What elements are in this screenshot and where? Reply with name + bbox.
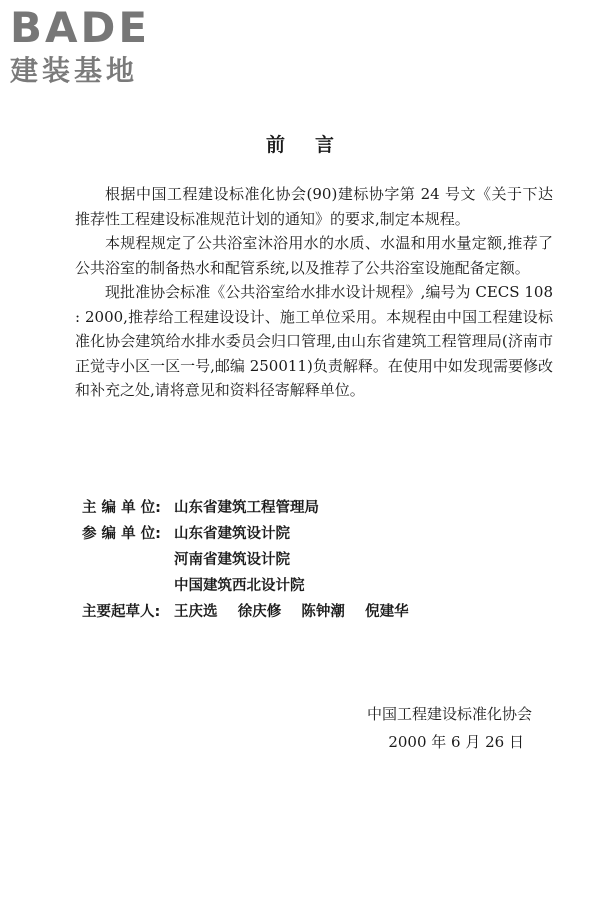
participant-2: 河南省建筑设计院 bbox=[174, 552, 290, 568]
logo bbox=[10, 3, 180, 88]
participant-1: 山东省建筑设计院 bbox=[174, 526, 290, 542]
signature-date: 2000 年 6 月 26 日 bbox=[388, 733, 524, 751]
signature-org: 中国工程建设标准化协会 bbox=[366, 705, 532, 723]
editor-row bbox=[82, 495, 409, 521]
editor-value: 山东省建筑工程管理局 bbox=[174, 500, 319, 516]
signature-block bbox=[367, 700, 532, 756]
logo-word: BADE bbox=[10, 3, 151, 52]
participants-row-2 bbox=[82, 547, 409, 573]
participants-row bbox=[82, 521, 409, 547]
drafters-label: 主要起草人: bbox=[82, 604, 161, 620]
paragraph-3: 现批准协会标准《公共浴室给水排水设计规程》,编号为 CECS 108 : 2000,推荐给工程建设设计、施工单位采用。本规程由中国工程建设标准化协会建筑给水排水委员会归口管理,由山东省建筑工程管理局(济南市正觉寺小区一区一号,邮编 250011)负责解释。在使用中如发现需要修改和补充之处,请将意见和资料径寄解释单位。 bbox=[75, 283, 553, 399]
editor-label: 主 编 单 位: bbox=[82, 500, 161, 516]
drafters-row bbox=[82, 599, 409, 625]
preface-body bbox=[75, 182, 553, 403]
participants-row-3 bbox=[82, 573, 409, 599]
paragraph-2: 本规程规定了公共浴室沐浴用水的水质、水温和用水量定额,推荐了公共浴室的制备热水和配管系统,以及推荐了公共浴室设施配备定额。 bbox=[75, 234, 553, 277]
page-title: 前言 bbox=[265, 134, 364, 156]
credits-block bbox=[82, 495, 409, 625]
participant-3: 中国建筑西北设计院 bbox=[174, 578, 305, 594]
participants-label: 参 编 单 位: bbox=[82, 526, 161, 542]
paragraph-1: 根据中国工程建设标准化协会(90)建标协字第 24 号文《关于下达推荐性工程建设标准规范计划的通知》的要求,制定本规程。 bbox=[75, 185, 553, 228]
drafters-value: 王庆选 徐庆修 陈钟潮 倪建华 bbox=[174, 604, 409, 620]
logo-subtitle: 建装基地 bbox=[10, 54, 139, 87]
